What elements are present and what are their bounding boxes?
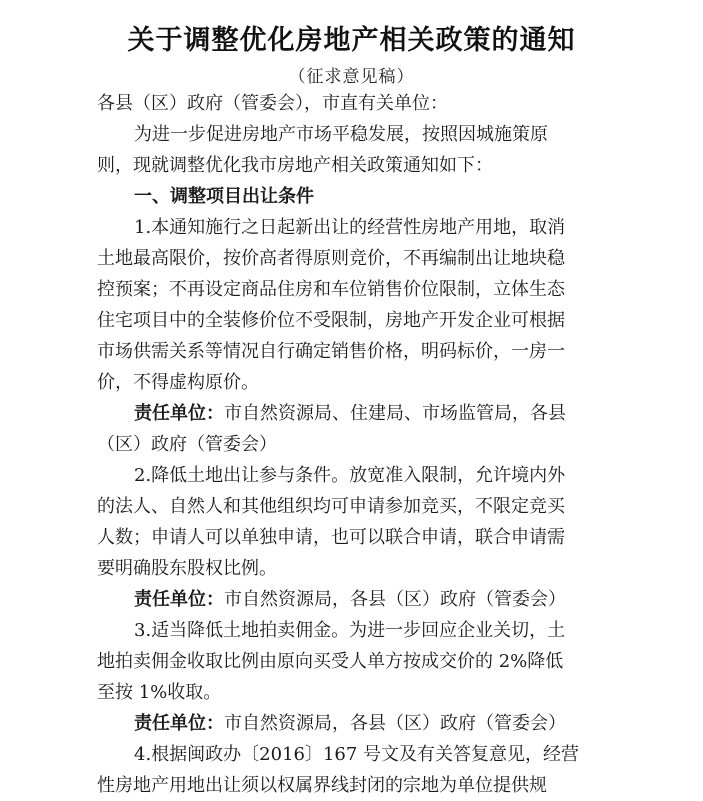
item1-line-1: 1.本通知施行之日起新出让的经营性房地产用地，取消 bbox=[134, 217, 566, 238]
salutation: 各县（区）政府（管委会），市直有关单位： bbox=[97, 93, 448, 114]
item3-responsibility bbox=[134, 709, 566, 739]
section-heading: 一、调整项目出让条件 bbox=[134, 186, 314, 207]
document-subtitle: （征求意见稿） bbox=[288, 67, 415, 87]
item1-line-5: 市场供需关系等情况自行确定销售价格，明码标价，一房一 bbox=[97, 341, 565, 362]
item2-line-2: 的法人、自然人和其他组织均可申请参加竞买，不限定竞买 bbox=[97, 496, 565, 517]
item1-line-6: 价，不得虚构原价。 bbox=[97, 372, 259, 393]
item3-line-2: 地拍卖佣金收取比例由原向买受人单方按成交价的 2%降低 bbox=[97, 651, 564, 672]
responsibility-text: 市自然资源局，各县（区）政府（管委会） bbox=[224, 589, 566, 610]
intro-line-2: 则，现就调整优化我市房地产相关政策通知如下： bbox=[97, 155, 493, 176]
responsibility-text: 市自然资源局、住建局、市场监管局，各县 bbox=[224, 403, 566, 424]
intro-line-1: 为进一步促进房地产市场平稳发展，按照因城施策原 bbox=[134, 124, 548, 145]
item4-line-1: 4.根据闽政办〔2016〕167 号文及有关答复意见，经营 bbox=[134, 744, 580, 765]
document-title: 关于调整优化房地产相关政策的通知 bbox=[127, 25, 576, 56]
item3-line-1: 3.适当降低土地拍卖佣金。为进一步回应企业关切，土 bbox=[134, 620, 566, 641]
item2-line-3: 人数；申请人可以单独申请，也可以联合申请，联合申请需 bbox=[97, 527, 565, 548]
item3-line-3: 至按 1%收取。 bbox=[97, 682, 222, 703]
item1-line-3: 控预案；不再设定商品住房和车位销售价位限制，立体生态 bbox=[97, 279, 565, 300]
item2-line-1: 2.降低土地出让参与条件。放宽准入限制，允许境内外 bbox=[134, 465, 566, 486]
responsibility-label: 责任单位： bbox=[134, 713, 224, 734]
responsibility-label: 责任单位： bbox=[134, 403, 224, 424]
item2-responsibility bbox=[134, 585, 566, 615]
responsibility-label: 责任单位： bbox=[134, 589, 224, 610]
item1-responsibility-line-2: （区）政府（管委会） bbox=[97, 434, 277, 455]
item1-line-4: 住宅项目中的全装修价位不受限制，房地产开发企业可根据 bbox=[97, 310, 565, 331]
item2-line-4: 要明确股东股权比例。 bbox=[97, 558, 277, 579]
item1-line-2: 土地最高限价，按价高者得原则竞价，不再编制出让地块稳 bbox=[97, 248, 565, 269]
responsibility-text: 市自然资源局，各县（区）政府（管委会） bbox=[224, 713, 566, 734]
item1-responsibility bbox=[134, 399, 566, 429]
item4-line-2: 性房地产用地出让须以权属界线封闭的宗地为单位提供规 bbox=[97, 775, 547, 796]
